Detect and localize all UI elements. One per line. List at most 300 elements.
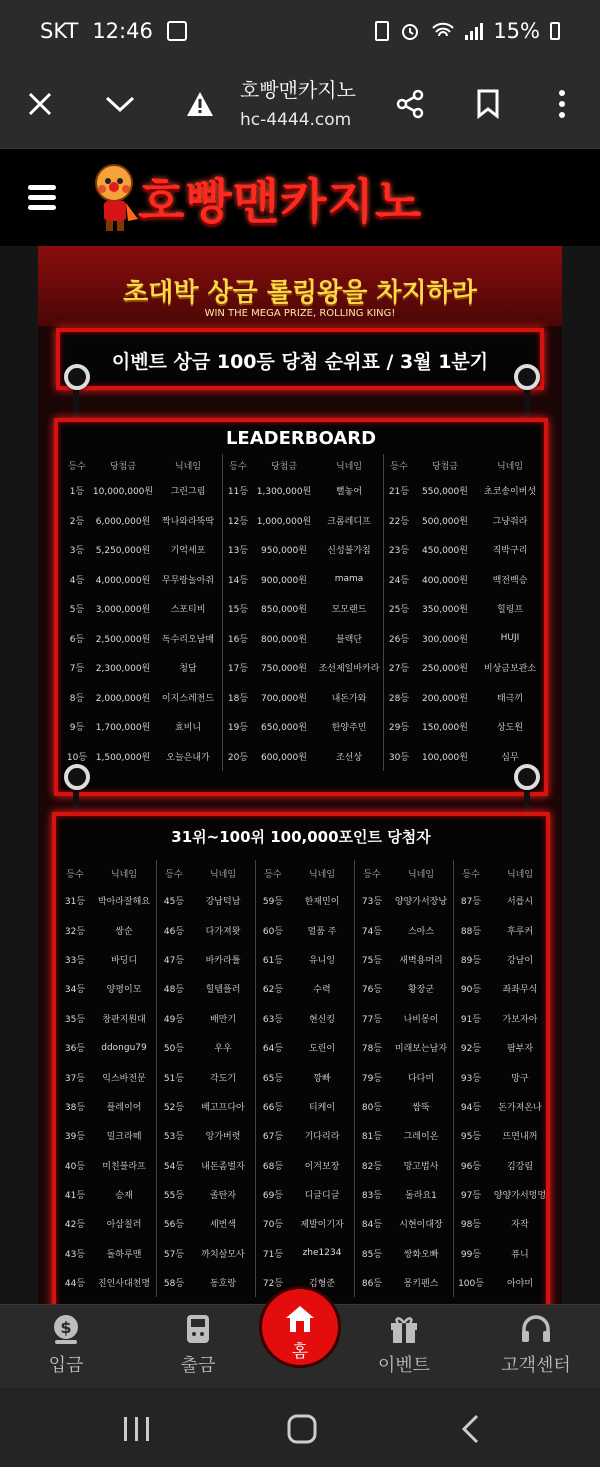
- rank-cell: 94등: [460, 1102, 482, 1113]
- nickname-cell: 시현이대장: [399, 1220, 443, 1231]
- clock: 12:46: [92, 19, 153, 43]
- rank-cell: 80등: [361, 1102, 383, 1113]
- nickname-cell: 양평이모: [106, 985, 142, 996]
- rank-cell: 86등: [361, 1279, 383, 1290]
- table-row: [157, 945, 255, 974]
- table-row: [58, 915, 156, 944]
- rank-cell: 42등: [64, 1220, 86, 1231]
- table-row: [62, 506, 222, 536]
- more-menu-button[interactable]: [540, 82, 584, 126]
- nickname-cell: 퓨니: [511, 1249, 529, 1260]
- nav-deposit-label: 입금: [48, 1355, 84, 1376]
- header-cell: 당첨금: [431, 461, 459, 472]
- nickname-cell: 티케이: [308, 1102, 336, 1113]
- nickname-cell: 크롬레디프: [327, 516, 371, 527]
- table-row: [157, 1209, 255, 1238]
- rank-cell: 77등: [361, 1014, 383, 1025]
- rank-cell: 46등: [163, 926, 185, 937]
- nickname-cell: 세번색: [209, 1220, 237, 1231]
- table-row: [384, 476, 544, 506]
- table-row: [223, 712, 383, 742]
- nickname-cell: 제발이기자: [300, 1220, 344, 1231]
- rank-cell: 56등: [163, 1220, 185, 1231]
- rank-cell: 69등: [262, 1191, 284, 1202]
- nickname-cell: 김강림: [506, 1161, 534, 1172]
- prize-cell: 2,500,000원: [95, 634, 151, 645]
- winners-header: [256, 860, 354, 886]
- back-button[interactable]: [452, 1414, 492, 1444]
- nav-event-label: 이벤트: [377, 1355, 431, 1376]
- header-cell: 등수: [165, 869, 183, 880]
- table-row: [223, 653, 383, 683]
- nickname-cell: 돌하루맨: [106, 1249, 142, 1260]
- table-row: [58, 1268, 156, 1297]
- nickname-cell: 가보자아: [502, 1014, 538, 1025]
- leaderboard-title: LEADERBOARD: [225, 428, 377, 449]
- table-row: [157, 1092, 255, 1121]
- rank-cell: 83등: [361, 1191, 383, 1202]
- winners-column: [157, 860, 256, 1297]
- table-row: [355, 886, 453, 915]
- rank-cell: 35등: [64, 1014, 86, 1025]
- table-row: [62, 624, 222, 654]
- table-row: [355, 945, 453, 974]
- header-cell: 닉네임: [174, 461, 202, 472]
- rank-cell: 72등: [262, 1279, 284, 1290]
- rank-cell: 36등: [64, 1044, 86, 1055]
- winners-header: [58, 860, 156, 886]
- rank-cell: 93등: [460, 1073, 482, 1084]
- leaderboard-header: [62, 454, 222, 476]
- rank-cell: 33등: [64, 955, 86, 966]
- rank-cell: 90등: [460, 985, 482, 996]
- table-row: [62, 535, 222, 565]
- table-row: [58, 1239, 156, 1268]
- prize-cell: 5,250,000원: [95, 546, 151, 557]
- nickname-cell: 황장군: [407, 985, 435, 996]
- table-row: [62, 594, 222, 624]
- browser-toolbar: [0, 62, 600, 148]
- site-header: [0, 148, 600, 246]
- nickname-cell: 돈가져온나: [498, 1102, 542, 1113]
- headset-icon: [519, 1313, 553, 1345]
- table-row: [157, 974, 255, 1003]
- rank-cell: 9등: [69, 723, 85, 734]
- rank-cell: 89등: [460, 955, 482, 966]
- prize-cell: 1,700,000원: [95, 723, 151, 734]
- nickname-cell: 몽키펜스: [403, 1279, 439, 1290]
- prize-cell: 300,000원: [422, 634, 468, 645]
- more-vert-icon: [558, 89, 566, 119]
- nickname-cell: 새벽용머리: [399, 955, 443, 966]
- table-row: [58, 1121, 156, 1150]
- header-cell: 당첨금: [270, 461, 298, 472]
- battery-saver-icon: [375, 21, 389, 41]
- recent-apps-button[interactable]: [116, 1414, 156, 1444]
- winners-title: 31위~100위 100,000포인트 당첨자: [171, 828, 431, 846]
- table-row: [454, 1033, 552, 1062]
- rank-cell: 60등: [262, 926, 284, 937]
- nickname-cell: 졸탄자: [209, 1191, 237, 1202]
- nickname-cell: 힐링프: [496, 605, 524, 616]
- nickname-cell: 효비니: [174, 723, 202, 734]
- bookmark-icon: [476, 89, 500, 119]
- rank-cell: 67등: [262, 1132, 284, 1143]
- winners-header: [157, 860, 255, 886]
- url-host[interactable]: hc-4444.com: [240, 110, 352, 130]
- header-cell: 등수: [229, 461, 247, 472]
- nickname-cell: 기다리라: [304, 1132, 340, 1143]
- event-banner: [38, 246, 562, 1304]
- prize-cell: 750,000원: [261, 664, 307, 675]
- rank-cell: 20등: [227, 752, 249, 763]
- prize-cell: 950,000원: [261, 546, 307, 557]
- prize-cell: 650,000원: [261, 723, 307, 734]
- table-row: [223, 742, 383, 772]
- rank-cell: 8등: [69, 693, 85, 704]
- table-row: [58, 1180, 156, 1209]
- mascot-icon: [92, 163, 140, 233]
- rank-cell: 27등: [388, 664, 410, 675]
- rank-cell: 10등: [66, 752, 88, 763]
- event-content: [0, 246, 600, 1304]
- rank-cell: 32등: [64, 926, 86, 937]
- rank-cell: 7등: [69, 664, 85, 675]
- prize-cell: 900,000원: [261, 575, 307, 586]
- winners-column: [355, 860, 454, 1297]
- rank-cell: 54등: [163, 1161, 185, 1172]
- prize-cell: 2,300,000원: [95, 664, 151, 675]
- signal-icon: [465, 22, 483, 40]
- nickname-cell: 상도원: [496, 723, 524, 734]
- table-row: [223, 535, 383, 565]
- rank-cell: 57등: [163, 1249, 185, 1260]
- table-row: [223, 624, 383, 654]
- table-row: [157, 1004, 255, 1033]
- event-title-box: [56, 328, 544, 390]
- nickname-cell: 수력: [313, 985, 331, 996]
- leaderboard-header: [384, 454, 544, 476]
- nickname-cell: 초코송이버섯: [483, 487, 537, 498]
- rank-cell: 2등: [69, 516, 85, 527]
- rank-cell: 62등: [262, 985, 284, 996]
- nav-home-label: 홈: [291, 1342, 309, 1362]
- nickname-cell: 망고법사: [403, 1161, 439, 1172]
- header-cell: 등수: [462, 869, 480, 880]
- nickname-cell: 쌈뚝: [412, 1102, 430, 1113]
- table-row: [256, 1062, 354, 1091]
- table-row: [58, 1092, 156, 1121]
- table-row: [355, 1121, 453, 1150]
- table-row: [157, 1239, 255, 1268]
- nickname-cell: 김형준: [308, 1279, 336, 1290]
- nickname-cell: 뻘놓어: [335, 487, 363, 498]
- close-tab-button[interactable]: [18, 82, 62, 126]
- rank-cell: 48등: [163, 985, 185, 996]
- nickname-cell: 독수리오남매: [161, 634, 215, 645]
- rank-cell: 75등: [361, 955, 383, 966]
- table-row: [355, 1151, 453, 1180]
- nickname-cell: 그린그림: [170, 487, 206, 498]
- nickname-cell: 자작: [511, 1220, 529, 1231]
- rank-cell: 45등: [163, 897, 185, 908]
- security-warning-button[interactable]: [178, 82, 222, 126]
- table-row: [62, 742, 222, 772]
- gift-icon: [387, 1313, 421, 1345]
- ring-decoration: [514, 764, 540, 790]
- leaderboard-table: [62, 454, 544, 771]
- nickname-cell: 박아라잘해요: [97, 897, 151, 908]
- prize-cell: 100,000원: [422, 752, 468, 763]
- header-cell: 등수: [390, 461, 408, 472]
- header-cell: 등수: [66, 869, 84, 880]
- nickname-cell: 내돈좀벌자: [201, 1161, 245, 1172]
- table-row: [256, 1239, 354, 1268]
- atm-icon: [181, 1313, 215, 1345]
- rank-cell: 76등: [361, 985, 383, 996]
- table-row: [256, 945, 354, 974]
- table-row: [256, 1180, 354, 1209]
- wifi-icon: [431, 21, 455, 41]
- table-row: [256, 886, 354, 915]
- table-row: [223, 683, 383, 713]
- rank-cell: 3등: [69, 546, 85, 557]
- nickname-cell: 비상금보관소: [483, 664, 537, 675]
- nickname-cell: 내돈가와: [331, 693, 367, 704]
- rank-cell: 82등: [361, 1161, 383, 1172]
- rank-cell: 96등: [460, 1161, 482, 1172]
- nickname-cell: 힐템플러: [205, 985, 241, 996]
- table-row: [384, 565, 544, 595]
- warning-icon: [185, 90, 215, 118]
- rank-cell: 98등: [460, 1220, 482, 1231]
- table-row: [454, 1209, 552, 1238]
- rank-cell: 68등: [262, 1161, 284, 1172]
- header-cell: 등수: [68, 461, 86, 472]
- bookmark-button[interactable]: [466, 82, 510, 126]
- nickname-cell: 스아스: [407, 926, 435, 937]
- prize-cell: 1,500,000원: [95, 752, 151, 763]
- table-row: [384, 683, 544, 713]
- table-row: [157, 1062, 255, 1091]
- nickname-cell: 아야미: [506, 1279, 534, 1290]
- nickname-cell: 진인사대천명: [97, 1279, 151, 1290]
- nickname-cell: 아삼칠러: [106, 1220, 142, 1231]
- rank-cell: 52등: [163, 1102, 185, 1113]
- table-row: [384, 624, 544, 654]
- money-bag-icon: [49, 1313, 83, 1345]
- table-row: [454, 1004, 552, 1033]
- nav-deposit[interactable]: [16, 1313, 116, 1377]
- rank-cell: 41등: [64, 1191, 86, 1202]
- event-title: 이벤트 상금 100등 당첨 순위표 / 3월 1분기: [111, 351, 489, 373]
- banner-title: 초대박 상금 롤링왕을 차지하라: [123, 278, 477, 308]
- minimize-button[interactable]: [98, 82, 142, 126]
- table-row: [58, 974, 156, 1003]
- nickname-cell: 청담: [179, 664, 197, 675]
- rank-cell: 71등: [262, 1249, 284, 1260]
- nickname-cell: ddongu79: [101, 1042, 147, 1053]
- share-icon: [395, 89, 425, 119]
- nav-withdraw[interactable]: [148, 1313, 248, 1377]
- nickname-cell: 직박구리: [492, 546, 528, 557]
- nickname-cell: 쌍순: [115, 926, 133, 937]
- table-row: [58, 886, 156, 915]
- table-row: [355, 974, 453, 1003]
- rank-cell: 17등: [227, 664, 249, 675]
- table-row: [256, 1121, 354, 1150]
- nickname-cell: 이겨보장: [304, 1161, 340, 1172]
- table-row: [384, 594, 544, 624]
- nickname-cell: 돌라요1: [405, 1191, 437, 1202]
- rank-cell: 91등: [460, 1014, 482, 1025]
- nickname-cell: 바카라틀: [205, 955, 241, 966]
- rank-cell: 6등: [69, 634, 85, 645]
- nickname-cell: 배고프다아: [201, 1102, 245, 1113]
- rank-cell: 58등: [163, 1279, 185, 1290]
- nickname-cell: 다다미: [407, 1073, 435, 1084]
- table-row: [223, 594, 383, 624]
- table-row: [223, 506, 383, 536]
- rank-cell: 50등: [163, 1044, 185, 1055]
- battery-icon: [550, 22, 560, 40]
- nickname-cell: 심무: [501, 752, 519, 763]
- prize-cell: 400,000원: [422, 575, 468, 586]
- rank-cell: 11등: [227, 487, 249, 498]
- nickname-cell: HUJI: [500, 633, 520, 644]
- table-row: [256, 1004, 354, 1033]
- nickname-cell: 오늘은내가: [166, 752, 210, 763]
- table-row: [62, 683, 222, 713]
- bottom-nav: [0, 1304, 600, 1388]
- nickname-cell: 강남턱남: [205, 897, 241, 908]
- leaderboard-column: [223, 454, 384, 771]
- home-square-icon: [282, 1414, 322, 1444]
- table-row: [355, 915, 453, 944]
- nickname-cell: 서릅시: [506, 897, 534, 908]
- nickname-cell: 깡빠: [313, 1073, 331, 1084]
- table-row: [256, 974, 354, 1003]
- table-row: [62, 565, 222, 595]
- table-row: [58, 1209, 156, 1238]
- table-row: [454, 886, 552, 915]
- nickname-cell: 각도기: [209, 1073, 237, 1084]
- prize-cell: 250,000원: [422, 664, 468, 675]
- menu-button[interactable]: [28, 185, 56, 211]
- rank-cell: 64등: [262, 1044, 284, 1055]
- header-cell: 등수: [264, 869, 282, 880]
- nav-support[interactable]: [486, 1313, 586, 1377]
- table-row: [454, 945, 552, 974]
- page-title[interactable]: 호빵맨카지노: [240, 78, 356, 102]
- table-row: [58, 1033, 156, 1062]
- rank-cell: 1등: [69, 487, 85, 498]
- table-row: [384, 535, 544, 565]
- table-row: [355, 1239, 453, 1268]
- nickname-cell: mama: [334, 574, 364, 585]
- nav-home[interactable]: [262, 1289, 338, 1365]
- nickname-cell: 기억세포: [170, 546, 206, 557]
- nickname-cell: 좌좌무식: [502, 985, 538, 996]
- table-row: [454, 1092, 552, 1121]
- prize-cell: 850,000원: [261, 605, 307, 616]
- prize-cell: 3,000,000원: [95, 605, 151, 616]
- table-row: [157, 1180, 255, 1209]
- site-logo[interactable]: 호빵맨카지노: [138, 174, 423, 230]
- rank-cell: 85등: [361, 1249, 383, 1260]
- header-cell: 닉네임: [496, 461, 524, 472]
- rank-cell: 49등: [163, 1014, 185, 1025]
- table-row: [384, 653, 544, 683]
- rank-cell: 23등: [388, 546, 410, 557]
- prize-cell: 800,000원: [261, 634, 307, 645]
- rank-cell: 84등: [361, 1220, 383, 1231]
- table-row: [157, 915, 255, 944]
- rank-cell: 65등: [262, 1073, 284, 1084]
- close-icon: [27, 91, 53, 117]
- rank-cell: 88등: [460, 926, 482, 937]
- nickname-cell: 유니잉: [308, 955, 336, 966]
- header-cell: 닉네임: [110, 869, 138, 880]
- rank-cell: 4등: [69, 575, 85, 586]
- table-row: [256, 1151, 354, 1180]
- winners-column: [454, 860, 552, 1297]
- rank-cell: 87등: [460, 897, 482, 908]
- nickname-cell: 현신킹: [308, 1014, 336, 1025]
- rank-cell: 81등: [361, 1132, 383, 1143]
- ring-decoration: [514, 364, 540, 390]
- chevron-down-icon: [105, 94, 135, 114]
- nickname-cell: 이지스레전드: [161, 693, 215, 704]
- header-cell: 닉네임: [407, 869, 435, 880]
- prize-cell: 550,000원: [422, 487, 468, 498]
- share-button[interactable]: [388, 82, 432, 126]
- gallery-icon: [167, 21, 187, 41]
- rank-cell: 5등: [69, 605, 85, 616]
- nickname-cell: 스포티비: [170, 605, 206, 616]
- table-row: [223, 476, 383, 506]
- winners-header: [454, 860, 552, 886]
- nickname-cell: 승재: [115, 1191, 133, 1202]
- table-row: [355, 1180, 453, 1209]
- nav-support-label: 고객센터: [501, 1355, 571, 1376]
- rank-cell: 19등: [227, 723, 249, 734]
- nickname-cell: 뜨면내꺼: [502, 1132, 538, 1143]
- table-row: [58, 945, 156, 974]
- nickname-cell: 멀품 주: [307, 926, 337, 937]
- rank-cell: 51등: [163, 1073, 185, 1084]
- nickname-cell: 바딩디: [110, 955, 138, 966]
- rank-cell: 26등: [388, 634, 410, 645]
- table-row: [157, 1151, 255, 1180]
- nav-event[interactable]: [354, 1313, 454, 1377]
- prize-cell: 600,000원: [261, 752, 307, 763]
- prize-cell: 6,000,000원: [95, 516, 151, 527]
- table-row: [454, 1151, 552, 1180]
- table-row: [157, 886, 255, 915]
- table-row: [157, 1121, 255, 1150]
- ring-decoration: [64, 764, 90, 790]
- prize-cell: 700,000원: [261, 693, 307, 704]
- nickname-cell: 까치살모사: [201, 1249, 245, 1260]
- table-row: [355, 1062, 453, 1091]
- table-row: [58, 1062, 156, 1091]
- rank-cell: 37등: [64, 1073, 86, 1084]
- rank-cell: 55등: [163, 1191, 185, 1202]
- home-system-button[interactable]: [282, 1414, 322, 1444]
- leaderboard-column: [384, 454, 544, 771]
- rank-cell: 74등: [361, 926, 383, 937]
